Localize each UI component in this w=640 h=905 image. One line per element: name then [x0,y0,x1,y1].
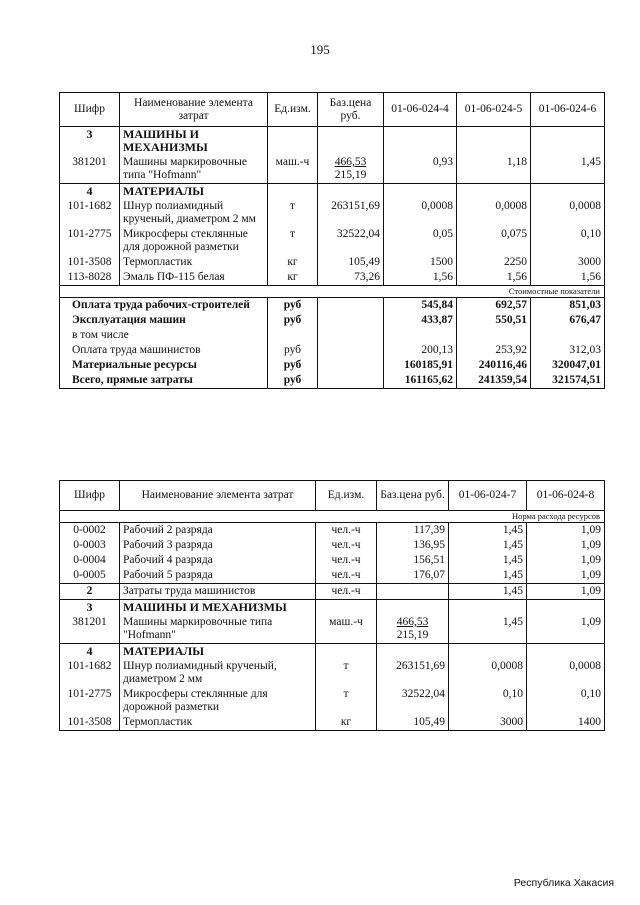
row-code: 0-0005 [60,568,120,584]
summary-value-6: 851,03 [531,298,605,314]
table-row [60,227,605,255]
row-name: Микросферы стеклянные для дорожной разметки [120,227,268,255]
row-price: 32522,04 [318,227,384,255]
col-header-name: Наименование элемента затрат [120,93,268,127]
table-row [60,538,605,553]
row-name: Рабочий 3 разряда [120,538,316,553]
row-name: Машины маркировочные типа "Hofmann" [120,155,268,184]
row-price-top: 466,53 [396,616,429,628]
summary-name: Материальные ресурсы [60,358,268,373]
summary-note: в том числе [60,328,268,343]
norm-label-row [60,511,605,523]
row-value-8: 1400 [527,715,605,731]
cost-indicators-row [60,286,605,298]
summary-row-total [60,373,605,389]
summary-name: Оплата труда рабочих-строителей [60,298,268,314]
col-header-norm-5: 01-06-024-5 [457,93,531,127]
row-price: 176,07 [377,568,449,584]
row-value-7: 1,45 [449,584,527,600]
row-price-bottom: 215,19 [334,169,367,181]
row-code: 0-0004 [60,553,120,568]
section-code: 3 [60,600,120,616]
row-value-5: 1,56 [457,270,531,286]
row-code: 101-2775 [60,687,120,715]
row-unit: т [316,687,377,715]
summary-value-6: 320047,01 [531,358,605,373]
row-price: 263151,69 [377,659,449,687]
row-value-6: 0,10 [531,227,605,255]
row-code: 0-0003 [60,538,120,553]
row-price: 263151,69 [318,199,384,227]
summary-name: Оплата труда машинистов [60,343,268,358]
row-value-7: 1,45 [449,553,527,568]
row-price: 105,49 [377,715,449,731]
row-name: Рабочий 2 разряда [120,523,316,539]
row-unit: маш.-ч [268,155,318,184]
section-code: 4 [60,644,120,660]
row-unit: кг [268,270,318,286]
summary-name: Всего, прямые затраты [60,373,268,389]
row-code: 381201 [60,155,120,184]
row-value-7: 1,45 [449,615,527,644]
summary-value-6: 312,03 [531,343,605,358]
row-code: 0-0002 [60,523,120,539]
row-name: Эмаль ПФ-115 белая [120,270,268,286]
row-value-7: 1,45 [449,523,527,539]
page-number: 195 [310,42,330,57]
section-row-machines [60,600,605,616]
col-header-unit: Ед.изм. [268,93,318,127]
table-row [60,255,605,270]
row-value-8: 1,09 [527,538,605,553]
resource-table-1 [59,92,605,389]
row-name: Термопластик [120,255,268,270]
row-value-4: 1,56 [384,270,457,286]
summary-row [60,358,605,373]
summary-unit: руб [268,358,318,373]
summary-unit: руб [268,373,318,389]
table-header-row [60,93,605,127]
summary-value-5: 253,92 [457,343,531,358]
summary-row [60,313,605,328]
summary-row [60,328,605,343]
summary-value-4: 161165,62 [384,373,457,389]
row-value-7: 1,45 [449,538,527,553]
row-value-8: 1,09 [527,615,605,644]
row-value-7: 1,45 [449,568,527,584]
row-value-5: 0,075 [457,227,531,255]
row-value-8: 1,09 [527,523,605,539]
col-header-unit: Ед.изм. [316,481,377,511]
row-code: 381201 [60,615,120,644]
table-row [60,584,605,600]
row-unit: маш.-ч [316,615,377,644]
row-value-7: 0,10 [449,687,527,715]
summary-value-4: 160185,91 [384,358,457,373]
section-title: МАТЕРИАЛЫ [120,644,316,660]
row-value-5: 1,18 [457,155,531,184]
row-name: Шнур полиамидный крученый, диаметром 2 мм [120,199,268,227]
row-value-8: 1,09 [527,553,605,568]
section-row-materials [60,184,605,200]
section-row-materials [60,644,605,660]
row-value-4: 0,93 [384,155,457,184]
row-unit: т [316,659,377,687]
row-unit: чел.-ч [316,523,377,539]
col-header-price: Баз.цена руб. [377,481,449,511]
row-name: Машины маркировочные типа "Hofmann" [120,615,316,644]
row-name: Рабочий 5 разряда [120,568,316,584]
row-code: 101-1682 [60,659,120,687]
row-price: 156,51 [377,553,449,568]
row-unit: чел.-ч [316,553,377,568]
row-name: Термопластик [120,715,316,731]
section-title: МАШИНЫ И МЕХАНИЗМЫ [120,600,316,616]
row-value-6: 1,45 [531,155,605,184]
row-name: Затраты труда машинистов [120,584,316,600]
col-header-name: Наименование элемента затрат [120,481,316,511]
summary-value-4: 200,13 [384,343,457,358]
row-price-top: 466,53 [334,156,367,168]
row-value-7: 0,0008 [449,659,527,687]
col-header-norm-8: 01-06-024-8 [527,481,605,511]
row-value-5: 2250 [457,255,531,270]
row-unit: чел.-ч [316,568,377,584]
row-value-4: 0,05 [384,227,457,255]
table-row [60,659,605,687]
cost-indicators-label: Стоимостные показатели [60,286,605,298]
section-row-machines [60,127,605,156]
row-value-7: 3000 [449,715,527,731]
section-code: 4 [60,184,120,200]
row-code: 101-2775 [60,227,120,255]
row-value-8: 0,10 [527,687,605,715]
row-unit: чел.-ч [316,584,377,600]
row-value-4: 0,0008 [384,199,457,227]
row-unit: кг [316,715,377,731]
table-row [60,687,605,715]
row-value-8: 1,09 [527,584,605,600]
table-row [60,199,605,227]
row-name: Рабочий 4 разряда [120,553,316,568]
row-price: 136,95 [377,538,449,553]
row-code: 2 [60,584,120,600]
row-name: Микросферы стеклянные для дорожной разметки [120,687,316,715]
section-title: МАТЕРИАЛЫ [120,184,268,200]
summary-row [60,298,605,314]
row-value-6: 0,0008 [531,199,605,227]
row-price: 73,26 [318,270,384,286]
row-unit: чел.-ч [316,538,377,553]
summary-row [60,343,605,358]
section-title: МАШИНЫ И МЕХАНИЗМЫ [120,127,268,156]
table-row [60,553,605,568]
row-value-4: 1500 [384,255,457,270]
resource-table-2 [59,480,605,731]
row-code: 101-1682 [60,199,120,227]
summary-unit: руб [268,343,318,358]
row-value-8: 1,09 [527,568,605,584]
row-name: Шнур полиамидный крученый, диаметром 2 мм [120,659,316,687]
row-code: 101-3508 [60,255,120,270]
col-header-norm-7: 01-06-024-7 [449,481,527,511]
col-header-code: Шифр [60,93,120,127]
row-unit: кг [268,255,318,270]
summary-value-4: 433,87 [384,313,457,328]
row-value-8: 0,0008 [527,659,605,687]
table-row [60,155,605,184]
row-value-6: 1,56 [531,270,605,286]
table-header-row [60,481,605,511]
summary-value-5: 550,51 [457,313,531,328]
row-value-6: 3000 [531,255,605,270]
row-price-bottom: 215,19 [396,629,429,641]
row-price: 105,49 [318,255,384,270]
norm-label: Норма расхода ресурсов [60,511,605,523]
summary-unit: руб [268,298,318,314]
row-unit: т [268,227,318,255]
table-row [60,615,605,644]
summary-value-5: 241359,54 [457,373,531,389]
row-unit: т [268,199,318,227]
table-row [60,523,605,539]
row-code: 101-3508 [60,715,120,731]
table-row [60,568,605,584]
summary-unit: руб [268,313,318,328]
row-price: 32522,04 [377,687,449,715]
col-header-code: Шифр [60,481,120,511]
row-value-5: 0,0008 [457,199,531,227]
col-header-norm-4: 01-06-024-4 [384,93,457,127]
row-code: 113-8028 [60,270,120,286]
table-row [60,270,605,286]
table-row [60,715,605,731]
summary-value-6: 321574,51 [531,373,605,389]
col-header-price: Баз.цена руб. [318,93,384,127]
summary-value-6: 676,47 [531,313,605,328]
section-code: 3 [60,127,120,156]
footer-region: Республика Хакасия [513,877,614,889]
summary-value-5: 692,57 [457,298,531,314]
summary-name: Эксплуатация машин [60,313,268,328]
col-header-norm-6: 01-06-024-6 [531,93,605,127]
row-price: 117,39 [377,523,449,539]
summary-value-4: 545,84 [384,298,457,314]
summary-value-5: 240116,46 [457,358,531,373]
